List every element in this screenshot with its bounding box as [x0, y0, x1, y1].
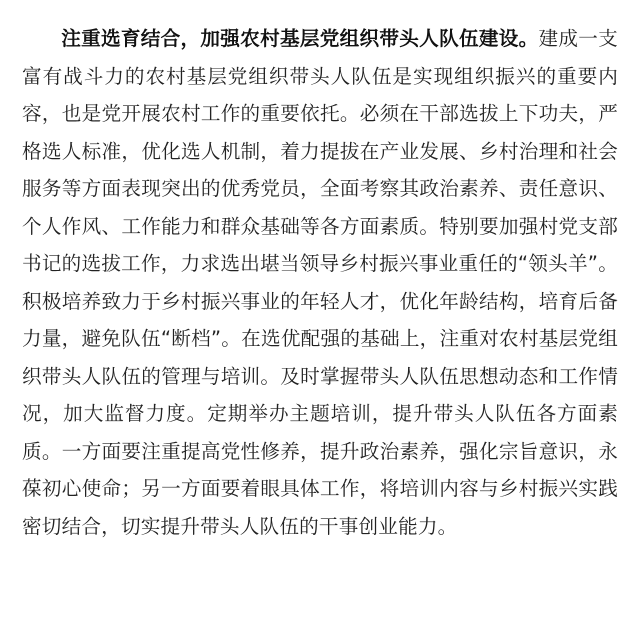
article-paragraph [22, 20, 618, 545]
paragraph-lead-sentence: 注重选育结合，加强农村基层党组织带头人队伍建设。 [61, 27, 539, 50]
paragraph-body-text: 建成一支富有战斗力的农村基层党组织带头人队伍是实现组织振兴的重要内容，也是党开展农村工作的重要依托。必须在干部选拔上下功夫，严格选人标准，优化选人机制，着力提拔在产业发展、乡村治理和社会服务等方面表现突出的优秀党员，全面考察其政治素养、责任意识、个人作风、工作能力和群众基础等各方面素质。特别要加强村党支部书记的选拔工作，力求选出堪当领导乡村振兴事业重任的“领头羊”。积极培养致力于乡村振兴事业的年轻人才，优化年龄结构，培育后备力量，避免队伍“断档”。在选优配强的基础上，注重对农村基层党组织带头人队伍的管理与培训。及时掌握带头人队伍思想动态和工作情况，加大监督力度。定期举办主题培训，提升带头人队伍各方面素质。一方面要注重提高党性修养，提升政治素养，强化宗旨意识，永葆初心使命；另一方面要着眼具体工作，将培训内容与乡村振兴实践密切结合，切实提升带头人队伍的干事创业能力。 [22, 27, 618, 538]
